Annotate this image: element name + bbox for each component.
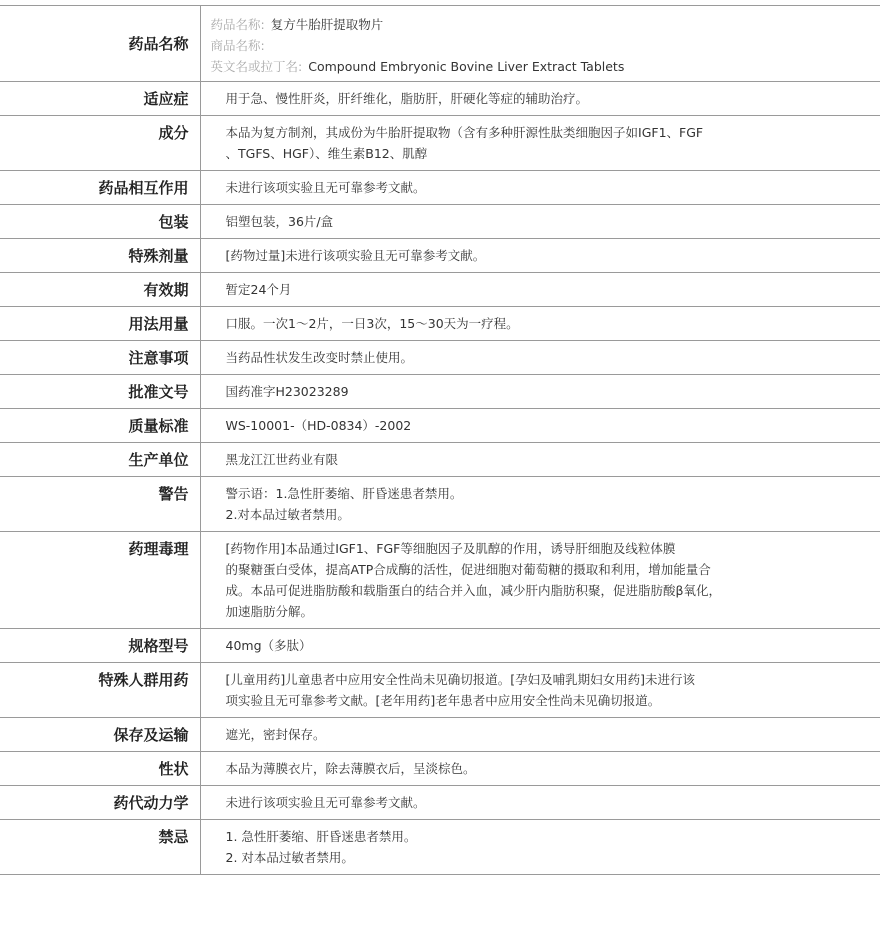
row-value	[200, 820, 880, 875]
row-value-line: 黑龙江江世药业有限	[225, 452, 339, 467]
row-value	[200, 409, 880, 443]
row-value-line: 本品为薄膜衣片，除去薄膜衣后，呈淡棕色。	[225, 761, 476, 776]
row-value	[200, 205, 880, 239]
row-label: 用法用量	[0, 307, 200, 341]
row-value-line: [儿童用药]儿童患者中应用安全性尚未见确切报道。[孕妇及哺乳期妇女用药]未进行该	[225, 672, 696, 687]
row-value-line: 暂定24个月	[225, 282, 292, 297]
spec-row	[0, 341, 880, 375]
spec-row	[0, 307, 880, 341]
row-label: 保存及运输	[0, 718, 200, 752]
english-name-line	[211, 56, 861, 77]
row-value	[200, 375, 880, 409]
spec-row	[0, 718, 880, 752]
row-value-line: 国药准字H23023289	[225, 384, 349, 399]
row-value	[200, 752, 880, 786]
row-label: 药品名称	[0, 6, 200, 82]
row-label: 规格型号	[0, 629, 200, 663]
row-value-line: 用于急、慢性肝炎，肝纤维化，脂肪肝，肝硬化等症的辅助治疗。	[225, 91, 589, 106]
spec-row	[0, 820, 880, 875]
spec-row	[0, 82, 880, 116]
row-value	[200, 786, 880, 820]
row-label: 性状	[0, 752, 200, 786]
trade-name-line	[211, 35, 861, 56]
row-value-line: WS-10001-（HD-0834）-2002	[225, 418, 412, 433]
row-value-line: 1. 急性肝萎缩、肝昏迷患者禁用。	[225, 829, 417, 844]
row-label: 包装	[0, 205, 200, 239]
spec-table-body	[0, 6, 880, 875]
row-value-line: 未进行该项实验且无可靠参考文献。	[225, 180, 426, 195]
row-label: 成分	[0, 116, 200, 171]
row-value	[200, 629, 880, 663]
spec-row	[0, 171, 880, 205]
row-value	[200, 477, 880, 532]
row-value	[200, 718, 880, 752]
drug-name-cell	[200, 6, 880, 82]
generic-name-key: 药品名称:	[210, 17, 265, 32]
row-value-line: [药物作用]本品通过IGF1、FGF等细胞因子及肌醇的作用，诱导肝细胞及线粒体膜	[225, 541, 676, 556]
spec-row	[0, 375, 880, 409]
row-label: 适应症	[0, 82, 200, 116]
spec-row	[0, 273, 880, 307]
row-value-line: 本品为复方制剂，其成份为牛胎肝提取物（含有多种肝源性肽类细胞因子如IGF1、FGF	[225, 125, 704, 140]
spec-row	[0, 752, 880, 786]
generic-name-line	[211, 14, 861, 35]
spec-row	[0, 786, 880, 820]
row-label: 生产单位	[0, 443, 200, 477]
english-name-value: Compound Embryonic Bovine Liver Extract Tablets	[308, 59, 625, 74]
row-value-line: 、TGFS、HGF）、维生素B12、肌醇	[225, 146, 428, 161]
row-value	[200, 273, 880, 307]
row-label: 质量标准	[0, 409, 200, 443]
row-value-line: 成。本品可促进脂肪酸和载脂蛋白的结合并入血，减少肝内脂肪积聚，促进脂肪酸β氧化，	[225, 583, 721, 598]
row-value	[200, 307, 880, 341]
row-label: 警告	[0, 477, 200, 532]
row-value-line: 遮光，密封保存。	[225, 727, 326, 742]
row-value	[200, 171, 880, 205]
spec-row	[0, 532, 880, 629]
trade-name-key: 商品名称:	[210, 38, 265, 53]
row-value	[200, 82, 880, 116]
spec-row	[0, 409, 880, 443]
spec-row	[0, 116, 880, 171]
row-value	[200, 443, 880, 477]
row-label: 特殊剂量	[0, 239, 200, 273]
row-value	[200, 116, 880, 171]
row-value-line: 铝塑包装，36片/盒	[225, 214, 334, 229]
row-value-line: 的聚糖蛋白受体，提高ATP合成酶的活性，促进细胞对葡萄糖的摄取和利用，增加能量合	[225, 562, 711, 577]
row-value-line: 加速脂肪分解。	[225, 604, 314, 619]
generic-name-value: 复方牛胎肝提取物片	[270, 17, 384, 32]
spec-row	[0, 239, 880, 273]
row-value	[200, 532, 880, 629]
spec-row	[0, 629, 880, 663]
row-label: 药理毒理	[0, 532, 200, 629]
row-value-line: 2. 对本品过敏者禁用。	[225, 850, 354, 865]
row-label: 批准文号	[0, 375, 200, 409]
row-value-line: 警示语：1.急性肝萎缩、肝昏迷患者禁用。	[225, 486, 463, 501]
row-value-line: 2.对本品过敏者禁用。	[225, 507, 350, 522]
spec-row	[0, 443, 880, 477]
row-value-line: 当药品性状发生改变时禁止使用。	[225, 350, 414, 365]
spec-row	[0, 477, 880, 532]
row-value	[200, 341, 880, 375]
row-label: 注意事项	[0, 341, 200, 375]
row-value-line: 40mg（多肽）	[225, 638, 312, 653]
english-name-key: 英文名或拉丁名:	[210, 59, 303, 74]
spec-row	[0, 663, 880, 718]
row-label: 有效期	[0, 273, 200, 307]
row-value-line: [药物过量]未进行该项实验且无可靠参考文献。	[225, 248, 486, 263]
row-value	[200, 663, 880, 718]
row-label: 药品相互作用	[0, 171, 200, 205]
row-value-line: 口服。一次1～2片，一日3次，15～30天为一疗程。	[225, 316, 519, 331]
drug-spec-table	[0, 5, 880, 875]
row-label: 药代动力学	[0, 786, 200, 820]
row-value	[200, 239, 880, 273]
row-drug-name	[0, 6, 880, 82]
row-value-line: 项实验且无可靠参考文献。[老年用药]老年患者中应用安全性尚未见确切报道。	[225, 693, 661, 708]
row-label: 禁忌	[0, 820, 200, 875]
row-label: 特殊人群用药	[0, 663, 200, 718]
row-value-line: 未进行该项实验且无可靠参考文献。	[225, 795, 426, 810]
spec-row	[0, 205, 880, 239]
